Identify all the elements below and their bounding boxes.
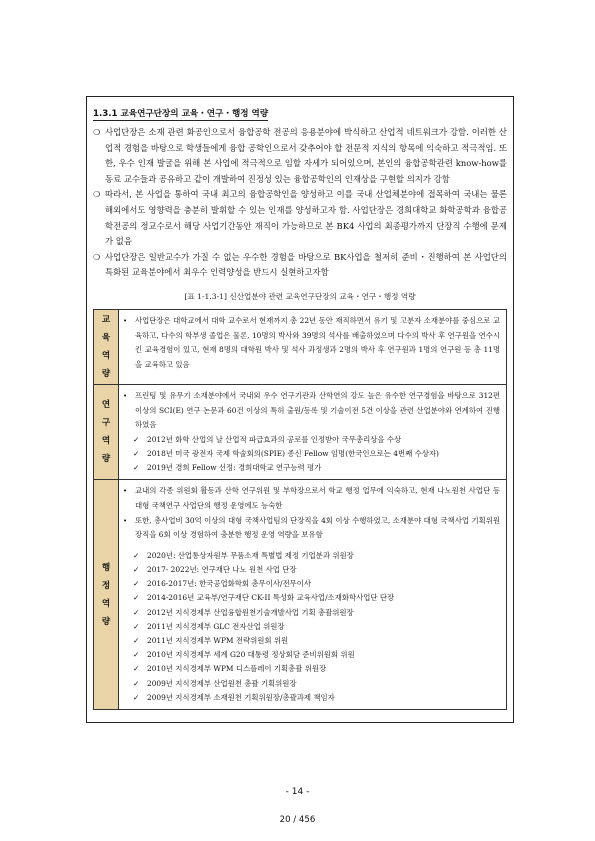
dot-bullet-icon: • [123,487,128,496]
paragraph-1 [93,125,507,187]
paragraph-text: 따라서, 본 사업을 통하여 국내 최고의 융합공학인을 양성하고 이를 국내 산업체분야에 접목하여 국내는 물론 해외에서도 영향력을 충분히 발휘할 수 있는 인재를 양성하고자 함. 사업단장은 경희대학교 화학공학과 융합공학전공의 정교수로서 해당 사업기간동안 재직이 가능하므로 본 BK4 사업의 최종평가까지 단장직 수행에 문제가 없음 [105,189,507,247]
section-heading: 1.3.1 교육연구단장의 교육・연구・행정 역량 [93,109,269,119]
check-item: ✓ 2020년: 산업통상자원부 무품소재 특별법 제정 기업분과 위원장 [123,549,500,563]
check-item: ✓ 2017- 2022년: 연구재단 나노 원천 사업 단장 [123,563,500,577]
check-icon: ✓ [133,434,140,444]
check-icon: ✓ [133,692,140,702]
page-counter: 20 / 456 [279,815,316,825]
check-item: ✓ 2011년 지식경제부 GLC 전자산업 위원장 [123,620,500,634]
table-caption: [표 1-1.3-1] 신산업분야 관련 교육연구단장의 교육・연구・행정 역량 [184,291,416,301]
check-item: ✓ 2014-2016년 교육부/연구재단 CK-II 특성화 교육사업/소재화학사업단 단장 [123,591,500,605]
circle-bullet-icon: ❍ [93,190,101,200]
capability-section [87,97,513,722]
check-item: ✓ 2010년 지식경제부 WPM 디스플레이 기획총괄 위원장 [123,662,500,676]
paragraph-text: 사업단장은 일반교수가 가질 수 없는 우수한 경험을 바탕으로 BK사업을 철저히 준비・진행하여 본 사업단의 특화된 교육분야에서 최우수 인력양성을 반드시 실현하고자함 [105,251,507,278]
side-label-admin: 행 정 역 량 [94,480,119,710]
content-frame [86,96,514,723]
check-item: ✓ 2009년 지식경제부 소재원천 기획위원장/총괄과제 책임자 [123,691,500,705]
check-item: ✓ 2019년 경희 Fellow 선정: 경희대학교 연구능력 평가 [123,461,500,475]
check-icon: ✓ [133,463,140,473]
page-number: - 14 - [285,787,310,797]
check-item: ✓ 2012년 화학 산업의 날 산업적 파급효과의 공로를 인정받아 국무총리상을 수상 [123,433,500,447]
list-item: • 교내의 각종 위원회 활동과 산학 연구위원 및 부학장으로서 학교 행정 업무에 익숙하고, 현재 나노원천 사업단 등 대형 국책연구 사업단의 행정 운영에도 능숙한 [123,484,500,513]
admin-content [119,480,507,710]
check-icon: ✓ [133,550,140,560]
paragraph-text: 사업단장은 소재 관련 화공인으로서 융합공학 전공의 응용분야에 박식하고 산업적 네트워크가 강함. 이러한 산업적 경험을 바탕으로 학생들에게 융합 공학인으로서 갖추어야 할 전문적 지식의 항목에 익숙하고 적극적임. 또한, 우수 인재 발굴을 위해 본 사업에 적극적으로 임할 자세가 되어있으며, 본인의 융합공학관련 know-how를 동료 교수들과 공유하고 같이 개발하여 진정성 있는 융합공학인의 인재상을 구현할 의지가 강함 [105,127,507,184]
dot-bullet-icon: • [123,516,128,525]
check-icon: ✓ [133,579,140,589]
capability-table [93,309,507,710]
research-content [119,384,507,479]
table-row-research [94,384,507,479]
check-icon: ✓ [133,448,140,458]
check-icon: ✓ [133,650,140,660]
paragraph-3 [93,250,507,281]
dot-bullet-icon: • [123,316,128,325]
check-icon: ✓ [133,635,140,645]
check-item: ✓ 2016-2017년: 한국공업화학회 총무이사/전무이사 [123,577,500,591]
check-item: ✓ 2018년 미국 광전자 국제 학술회의(SPIE) 종신 Fellow 임명(한국인으로는 4번째 수상자) [123,447,500,461]
check-icon: ✓ [133,664,140,674]
check-item: ✓ 2012년 지식경제부 산업융합원천기술개발사업 기획 총괄위원장 [123,606,500,620]
circle-bullet-icon: ❍ [93,128,101,137]
check-item: ✓ 2009년 지식경제부 산업원천 총괄 기획위원장 [123,677,500,691]
side-label-research: 연 구 역 량 [94,384,119,479]
dot-bullet-icon: • [123,391,128,400]
list-item: • 사업단장은 대학교에서 대학 교수로서 현재까지 총 22년 동안 재직하면서 유기 및 고분자 소재분야를 중심으로 교육하고, 다수의 학부생 졸업은 물론, 10명의 박사와 39명의 석사를 배출하였으며 다수의 박사 후 연구원을 연수시킨 교육경험이 있고, 현재 8명의 대학원 박사 및 석사 과정생과 2명의 박사 후 연구원과 1명의 연구원 등 총 11명을 교육하고 있음 [123,314,500,372]
check-icon: ✓ [133,678,140,688]
check-item: ✓ 2010년 지식경제부 세계 G20 대통령 정상회담 준비위원회 위원 [123,648,500,662]
list-item: • 또한, 총사업비 30억 이상의 대형 국책사업팀의 단장직을 4회 이상 수행하였고, 소재분야 대형 국책사업 기획위원장직을 6회 이상 경험하여 충분한 행정 운영 역량을 보유함 [123,514,500,543]
check-icon: ✓ [133,621,140,631]
check-icon: ✓ [133,607,140,617]
education-content [119,309,507,384]
side-label-education: 교 육 역 량 [94,309,119,384]
table-row-admin [94,480,507,710]
table-row-education [94,309,507,384]
circle-bullet-icon: ❍ [93,252,101,262]
check-item: ✓ 2011년 지식경제부 WPM 전략위원회 위원 [123,634,500,648]
check-icon: ✓ [133,564,140,574]
paragraph-2 [93,187,507,249]
list-item: • 프린팅 및 유무기 소재분야에서 국내외 우수 연구기관과 산학연의 강도 높은 유수한 연구경험을 바탕으로 312편 이상의 SCI(E) 연구 논문과 60건 이상의 특허 출원/등록 및 기술이전 5건 이상을 관련 산업분야와 연계하여 진행하였음 [123,389,500,433]
check-icon: ✓ [133,593,140,603]
